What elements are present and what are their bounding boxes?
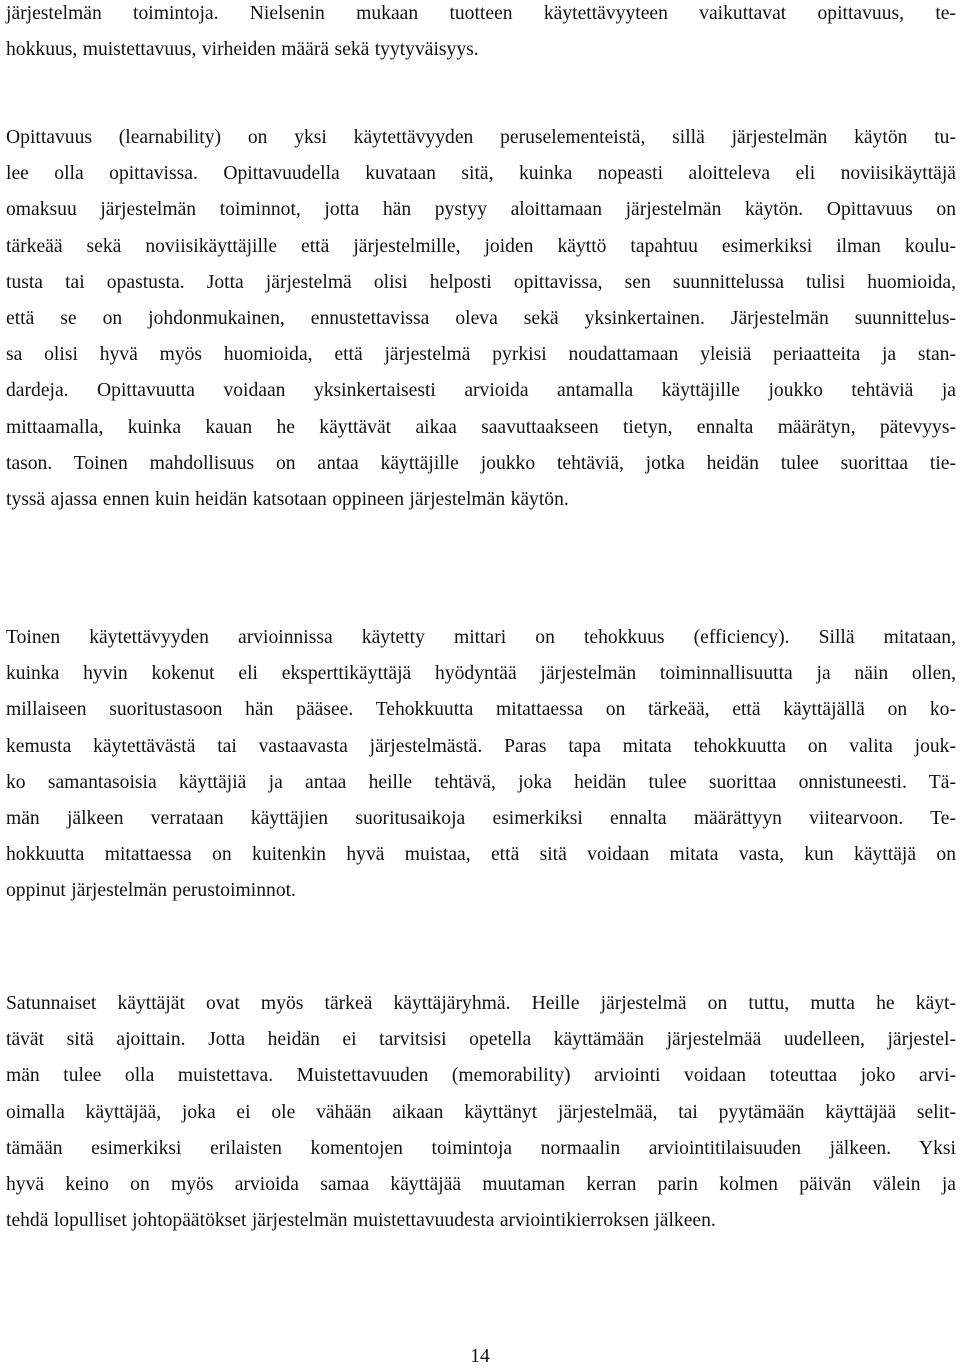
text-line: Toinen käytettävyyden arvioinnissa käytetty mittari on tehokkuus (efficiency). Sillä mitataan, (6, 627, 956, 648)
text-line: tyssä ajassa ennen kuin heidän katsotaan oppineen järjestelmän käytön. (6, 488, 569, 510)
text-line: kuinka hyvin kokenut eli eksperttikäyttäjä hyödyntää järjestelmän toiminnallisuutta ja näin ollen, (6, 663, 956, 685)
text-line: oppinut järjestelmän perustoiminnot. (6, 880, 296, 902)
text-line: män jälkeen verrataan käyttäjien suoritusaikoja esimerkiksi ennalta määrättyyn viitearvoon. Te- (6, 807, 956, 829)
text-line: män tulee olla muistettava. Muistettavuuden (memorability) arviointi voidaan toteuttaa joko arvi- (6, 1065, 956, 1087)
text-line: tason. Toinen mahdollisuus on antaa käyttäjille joukko tehtäviä, jotka heidän tulee suorittaa tie- (6, 452, 956, 474)
text-line: järjestelmän toimintoja. Nielsenin mukaan tuotteen käytettävyyteen vaikuttavat opittavuus, te- (6, 3, 956, 24)
text-line: sa olisi hyvä myös huomioida, että järjestelmä pyrkisi noudattamaan yleisiä periaatteita ja stan- (6, 344, 956, 366)
text-line: dardeja. Opittavuutta voidaan yksinkertaisesti arvioida antamalla käyttäjille joukko tehtäviä ja (6, 380, 956, 402)
text-line: että se on johdonmukainen, ennustettavissa oleva sekä yksinkertainen. Järjestelmän suunnittelus- (6, 307, 956, 329)
text-line: tävät sitä ajoittain. Jotta heidän ei tarvitsisi opetella käyttämään järjestelmää uudelleen, järjestel- (6, 1029, 956, 1051)
page-number: 14 (470, 1346, 490, 1367)
text-line: lee olla opittavissa. Opittavuudella kuvataan sitä, kuinka nopeasti aloitteleva eli noviisikäyttäjä (6, 163, 956, 185)
text-line: hokkuus, muistettavuus, virheiden määrä sekä tyytyväisyys. (6, 39, 479, 61)
text-line: Satunnaiset käyttäjät ovat myös tärkeä käyttäjäryhmä. Heille järjestelmä on tuttu, mutta he käyt- (6, 993, 956, 1014)
text-line: tämään esimerkiksi erilaisten komentojen toimintoja normaalin arviointitilaisuuden jälkeen. Yksi (6, 1137, 956, 1159)
paragraph-2 (6, 120, 956, 518)
text-line: omaksuu järjestelmän toiminnot, jotta hän pystyy aloittamaan järjestelmän käytön. Opittavuus on (6, 199, 956, 221)
text-line: hokkuutta mitattaessa on kuitenkin hyvä muistaa, että sitä voidaan mitata vasta, kun käyttäjä on (6, 844, 956, 866)
text-line: ko samantasoisia käyttäjiä ja antaa heille tehtävä, joka heidän tulee suorittaa onnistuneesti. Tä- (6, 771, 956, 793)
text-line: tusta tai opastusta. Jotta järjestelmä olisi helposti opittavissa, sen suunnittelussa tulisi huomioida, (6, 271, 956, 293)
text-line: tärkeää sekä noviisikäyttäjille että järjestelmille, joiden käyttö tapahtuu esimerkiksi ilman koulu- (6, 235, 956, 257)
paragraph-3 (6, 620, 956, 910)
text-line: hyvä keino on myös arvioida samaa käyttäjää muutaman kerran parin kolmen päivän välein ja (6, 1173, 956, 1195)
paragraph-4 (6, 986, 956, 1239)
text-line: Opittavuus (learnability) on yksi käytettävyyden peruselementeistä, sillä järjestelmän käytön tu- (6, 127, 956, 148)
text-line: kemusta käytettävästä tai vastaavasta järjestelmästä. Paras tapa mitata tehokkuutta on valita jouk- (6, 735, 956, 757)
text-line: oimalla käyttäjää, joka ei ole vähään aikaan käyttänyt järjestelmää, tai pyytämään käyttäjää selit- (6, 1101, 956, 1123)
text-line: mittaamalla, kuinka kauan he käyttävät aikaa saavuttaakseen tietyn, ennalta määrätyn, pätevyys- (6, 416, 956, 438)
text-line: tehdä lopulliset johtopäätökset järjestelmän muistettavuudesta arviointikierroksen jälkeen. (6, 1210, 716, 1232)
paragraph-1 (6, 0, 956, 68)
text-line: millaiseen suoritustasoon hän pääsee. Tehokkuutta mitattaessa on tärkeää, että käyttäjällä on ko- (6, 699, 956, 721)
